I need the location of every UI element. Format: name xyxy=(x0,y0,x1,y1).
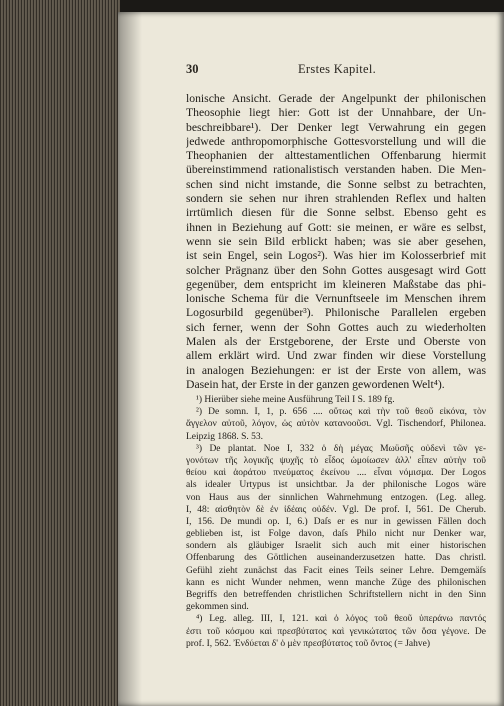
footnote-line: Offenbarung des Göttlichen auseinanderzusetzen hatte. Das christl. xyxy=(186,553,486,564)
footnote-line: geblieben ist, ist Folge davon, daſs Philo nicht nur Denker war, xyxy=(186,529,486,540)
footnote-line: ¹) Hierüber siehe meine Ausführung Teil I S. 189 fg. xyxy=(196,395,395,405)
body-line: irrtümlich diesen für die Sonne selbst. Ebenso geht es xyxy=(186,206,486,220)
gutter-shadow xyxy=(118,12,142,706)
body-line: Dasein hat, der Erste in der ganzen gewordenen Welt⁴). xyxy=(186,377,445,391)
body-line: wenn sie sein Bild erblickt haben; was sie aber gesehen, xyxy=(186,234,486,248)
body-line: Logosurbild gegenüber³). Philonische Parallelen ergeben xyxy=(186,306,486,320)
body-line: ist sein Engel, sein Logos²). Was hier im Kolosserbrief mit xyxy=(186,249,486,263)
footnote-line: prof. I, 562. Ἐνδύεται δ' ὁ μὲν πρεσβύτατος τοῦ ὄντος (= Jahve) xyxy=(186,638,430,649)
body-line: Theosophie liegt hier: Gott ist der Unnahbare, der Un- xyxy=(186,106,486,120)
book-page xyxy=(118,12,504,706)
body-line: übereinstimmend rationalistisch verstanden haben. Die Men- xyxy=(186,163,486,177)
footnote-line: Begriffs den betreffenden christlichen Schriftstellern nicht in den Sinn xyxy=(186,590,486,600)
body-line: solcher Prägnanz über den Sohn Gottes ausgesagt wird Gott xyxy=(186,263,486,277)
body-line: in analogen Beziehungen: er ist der Erste von allem, was xyxy=(186,363,486,377)
body-line: Theophanien der alttestamentlichen Offenbarung hiermit xyxy=(186,149,486,163)
footnote-line: als idealer Urtypus ist unsichtbar. Ja der philonische Logos wäre xyxy=(186,480,486,491)
body-line: schen sind nicht imstande, die Sonne selbst zu betrachten, xyxy=(186,177,486,191)
footnote-line: ⁴) Leg. alleg. III, I, 121. καὶ ὁ λόγος τοῦ θεοῦ ὑπεράνω παντός xyxy=(196,614,486,625)
footnote-line: Gefühl zieht zunächst das Facit eines Teils seiner Lehre. Demgemäſs xyxy=(186,565,486,576)
footnotes xyxy=(186,394,486,650)
footnote-line: Leipzig 1868. S. 53. xyxy=(186,431,264,442)
body-line: beschreibbare¹). Der Denker legt Verwahrung ein gegen xyxy=(186,120,486,134)
footnote-line: ἄγγελον αὐτοῦ, λόγον, ὡς αὐτὸν κατανοοῦσι. Vgl. Tischendorf, Philonea. xyxy=(186,419,486,430)
footnote-line: gekommen sind. xyxy=(186,602,249,613)
footnote-line: von Haus aus der sinnlichen Wahrnehmung entzogen. (Leg. alleg. xyxy=(186,492,486,503)
body-line: sich ferner, wenn der Sohn Gottes auch zu wiederholten xyxy=(186,320,486,334)
page-stack-edge xyxy=(0,0,120,706)
body-line: Malen als der Erstgeborene, der Erste und Oberste von xyxy=(186,335,486,349)
body-line: allem erklärt wird. Und zwar finden wir diese Vorstellung xyxy=(186,349,486,363)
body-line: lonische Ansicht. Gerade der Angelpunkt der philonischen xyxy=(186,92,486,105)
body-line: ihnen in Beziehung auf Gott: sie meinen, er wäre es selbst, xyxy=(186,220,486,234)
running-head: Erstes Kapitel. xyxy=(298,62,377,76)
body-line: lonische Schema für die Vernunftseele im Menschen ihrem xyxy=(186,292,486,306)
footnote-line: kann es nicht Wunder nehmen, wenn manche Züge des philonischen xyxy=(186,577,486,588)
footnote-line: ἐστι τοῦ κόσμου καὶ πρεσβύτατος καὶ γενικώτατος τῶν ὅσα γέγονε. De xyxy=(186,626,486,637)
footnote-line: I, 156. De mundi op. I, 6.) Daſs er es nur in gewissen Fällen doch xyxy=(186,516,486,527)
footnote-line: θείου καὶ ἀοράτου πνεύματος ἐκείνου .... εἶναι νόμισμα. Der Logos xyxy=(186,468,486,479)
footnote-line: I, 48: αἰσθητὸν δὲ ἐν ἰδέαις οὐδέν. Vgl. De prof. I, 561. De Cherub. xyxy=(186,504,486,515)
body-line: sondern sie sehen nur ihren strahlenden Reflex und halten xyxy=(186,192,486,206)
footnote-line: ²) De somn. I, 1, p. 656 .... οὕτως καὶ τὴν τοῦ θεοῦ εἰκόνα, τὸν xyxy=(196,407,486,418)
page-number: 30 xyxy=(186,62,199,76)
footnote-line: ³) De plantat. Noe I, 332 ὁ δὴ μέγας Μωϋσῆς οὐδενὶ τῶν γε- xyxy=(196,443,486,454)
body-line: jedwede anthropomorphische Gottesvorstellung und will die xyxy=(186,134,486,148)
footnote-line: γονότων τῆς λογικῆς ψυχῆς τὸ εἶδος ὡμοίωσεν ἀλλ' εἶπεν αὐτὴν τοῦ xyxy=(186,455,486,466)
body-line: gegenüber, dem entspricht im kleineren Maßstabe das phi- xyxy=(186,277,486,291)
main-text xyxy=(186,92,486,392)
footnote-line: sondern als gläubiger Israelit sich auch mit einer historischen xyxy=(186,541,486,552)
page-header xyxy=(186,62,486,82)
